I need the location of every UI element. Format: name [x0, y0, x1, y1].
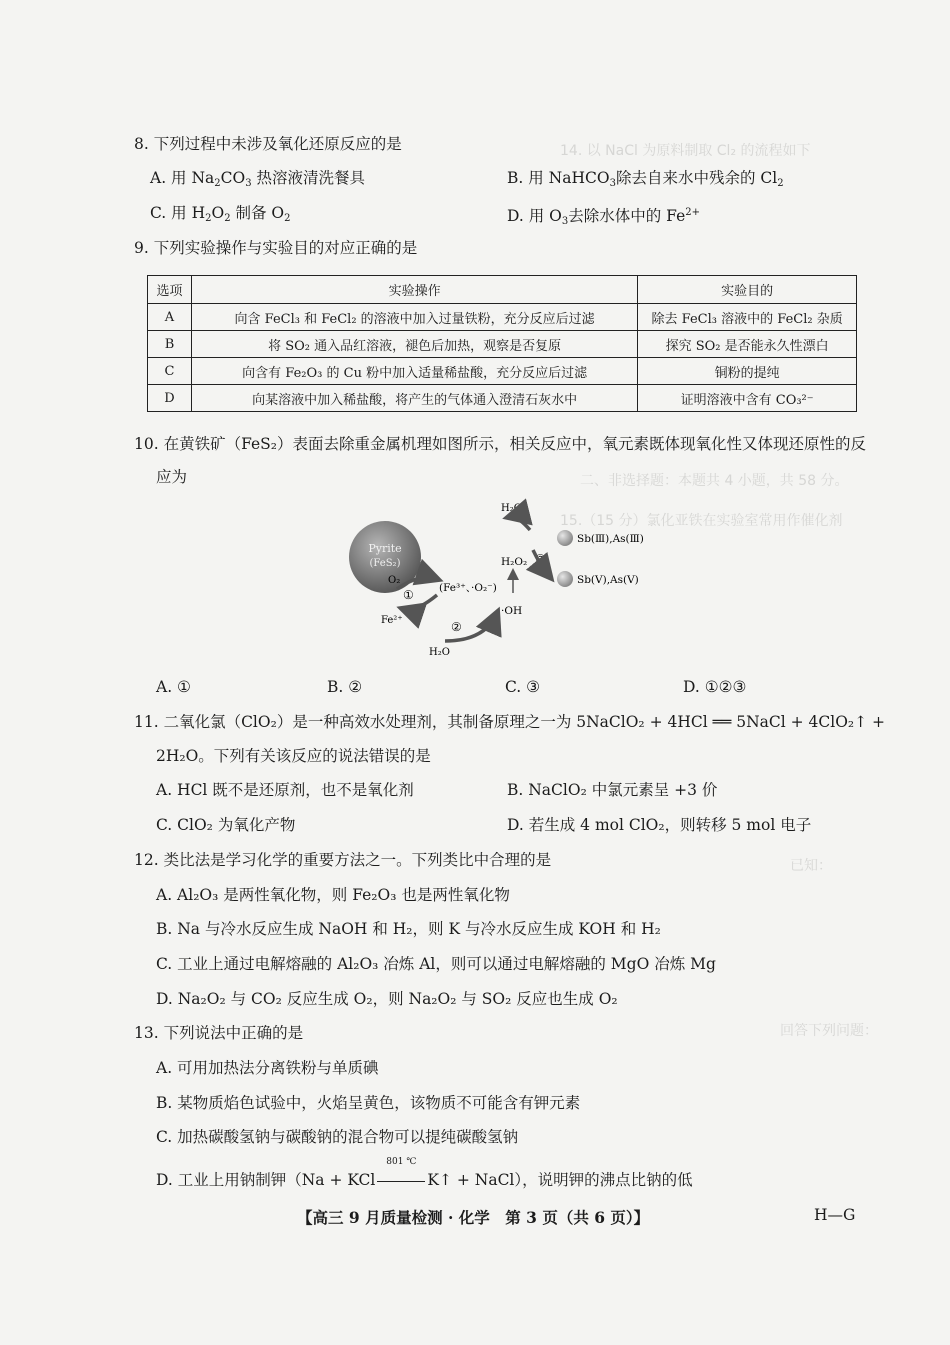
row-operation: 将 SO₂ 通入品红溶液，褪色后加热，观察是否复原: [191, 331, 637, 358]
step-1-marker: ①: [403, 588, 414, 602]
q8-option-c: C. 用 $H_2O_2$ 制备 $O_2$: [150, 204, 291, 224]
q12-option-c: C. 工业上通过电解熔融的 Al₂O₃ 冶炼 Al，则可以通过电解熔融的 MgO 冶炼 Mg: [156, 955, 716, 973]
o2-label: O₂: [388, 575, 401, 586]
q8-option-b: B. 用 NaHCO$_3$除去自来水中残余的 $Cl_2$: [507, 169, 784, 189]
center-species: (Fe³⁺、·O₂⁻): [439, 582, 497, 594]
arrow-step3-top: [509, 517, 530, 530]
q9-experiment-table: [147, 275, 857, 412]
q11-stem-line1: 11. 二氧化氯（ClO₂）是一种高效水处理剂，其制备原理之一为 5NaClO₂ + 4HCl ══ 5NaCl + 4ClO₂↑ +: [134, 713, 886, 731]
h2o2-label: H₂O₂: [501, 556, 528, 568]
row-purpose: 证明溶液中含有 CO₃²⁻: [638, 385, 857, 412]
sb3-ball: [557, 530, 573, 546]
pyrite-mechanism-diagram: [355, 495, 675, 675]
q8-option-d: D. 用 $O_3$去除水体中的 $Fe^{2+}$: [507, 207, 701, 227]
q11-option-b: B. NaClO₂ 中氯元素呈 +3 价: [507, 781, 718, 799]
row-operation: 向某溶液中加入稀盐酸，将产生的气体通入澄清石灰水中: [191, 385, 637, 412]
reaction-arrow-condition: 801 ℃: [375, 1170, 427, 1190]
paper-code: H—G: [814, 1206, 856, 1224]
q13-option-a: A. 可用加热法分离铁粉与单质碘: [156, 1059, 379, 1077]
step-2-marker: ②: [451, 620, 462, 634]
fes2-label: (FeS₂): [369, 558, 401, 569]
q11-option-a: A. HCl 既不是还原剂，也不是氧化剂: [156, 781, 414, 799]
q10-option-d: D. ①②③: [683, 678, 747, 696]
row-key: C: [148, 358, 192, 385]
q10-option-b: B. ②: [327, 678, 363, 696]
header-option: 选项: [148, 276, 192, 304]
q12-option-a: A. Al₂O₃ 是两性氧化物，则 Fe₂O₃ 也是两性氧化物: [156, 886, 510, 904]
row-purpose: 铜粉的提纯: [638, 358, 857, 385]
q10-stem-line2: 应为: [156, 468, 188, 486]
page-footer: 【高三 9 月质量检测 · 化学 第 3 页（共 6 页）】: [297, 1208, 650, 1227]
q12-option-b: B. Na 与冷水反应生成 NaOH 和 H₂，则 K 与冷水反应生成 KOH 和 H₂: [156, 920, 661, 938]
sb5-ball: [557, 571, 573, 587]
row-purpose: 除去 FeCl₃ 溶液中的 FeCl₂ 杂质: [638, 304, 857, 331]
q11-option-d: D. 若生成 4 mol ClO₂，则转移 5 mol 电子: [507, 816, 812, 834]
q8-option-a: A. 用 $Na_2CO_3$ 热溶液清洗餐具: [150, 169, 366, 189]
table-row: [148, 385, 857, 412]
q12-option-d: D. Na₂O₂ 与 CO₂ 反应生成 O₂，则 Na₂O₂ 与 SO₂ 反应也生成 O₂: [156, 990, 618, 1008]
q13-stem: 13. 下列说法中正确的是: [134, 1024, 304, 1042]
row-key: D: [148, 385, 192, 412]
sb5-label: Sb(Ⅴ),As(Ⅴ): [577, 574, 639, 586]
q13-option-b: B. 某物质焰色试验中，火焰呈黄色，该物质不可能含有钾元素: [156, 1094, 581, 1112]
q11-stem-line2: 2H₂O。下列有关该反应的说法错误的是: [156, 747, 431, 765]
table-row: [148, 304, 857, 331]
row-operation: 向含 FeCl₃ 和 FeCl₂ 的溶液中加入过量铁粉，充分反应后过滤: [191, 304, 637, 331]
header-purpose: 实验目的: [638, 276, 857, 304]
q10-stem-line1: 10. 在黄铁矿（FeS₂）表面去除重金属机理如图所示，相关反应中，氧元素既体现氧化性又体现还原性的反: [134, 435, 866, 453]
table-row: [148, 358, 857, 385]
step-3-marker: ③: [535, 552, 546, 566]
table-row: [148, 331, 857, 358]
q12-stem: 12. 类比法是学习化学的重要方法之一。下列类比中合理的是: [134, 851, 552, 869]
q9-stem: 9. 下列实验操作与实验目的对应正确的是: [134, 239, 418, 257]
sb3-label: Sb(Ⅲ),As(Ⅲ): [577, 533, 644, 545]
fe2-label: Fe²⁺: [381, 615, 403, 626]
q10-option-c: C. ③: [505, 678, 541, 696]
h2o-top-label: H₂O: [501, 503, 522, 514]
h2o-bottom-label: H₂O: [429, 647, 450, 658]
table-header-row: [148, 276, 857, 304]
q13-option-d: D. 工业上用钠制钾（Na + KCl 801 ℃ K↑ + NaCl），说明钾的沸点比钠的低: [156, 1157, 693, 1189]
q10-option-a: A. ①: [156, 678, 191, 696]
q8-stem: 8. 下列过程中未涉及氧化还原反应的是: [134, 135, 402, 153]
row-purpose: 探究 SO₂ 是否能永久性漂白: [638, 331, 857, 358]
row-operation: 向含有 Fe₂O₃ 的 Cu 粉中加入适量稀盐酸，充分反应后过滤: [191, 358, 637, 385]
q11-option-c: C. ClO₂ 为氧化产物: [156, 816, 296, 834]
header-operation: 实验操作: [191, 276, 637, 304]
oh-label: ·OH: [501, 605, 523, 617]
row-key: A: [148, 304, 192, 331]
q13-option-c: C. 加热碳酸氢钠与碳酸钠的混合物可以提纯碳酸氢钠: [156, 1128, 519, 1146]
row-key: B: [148, 331, 192, 358]
pyrite-label: Pyrite: [368, 542, 402, 555]
